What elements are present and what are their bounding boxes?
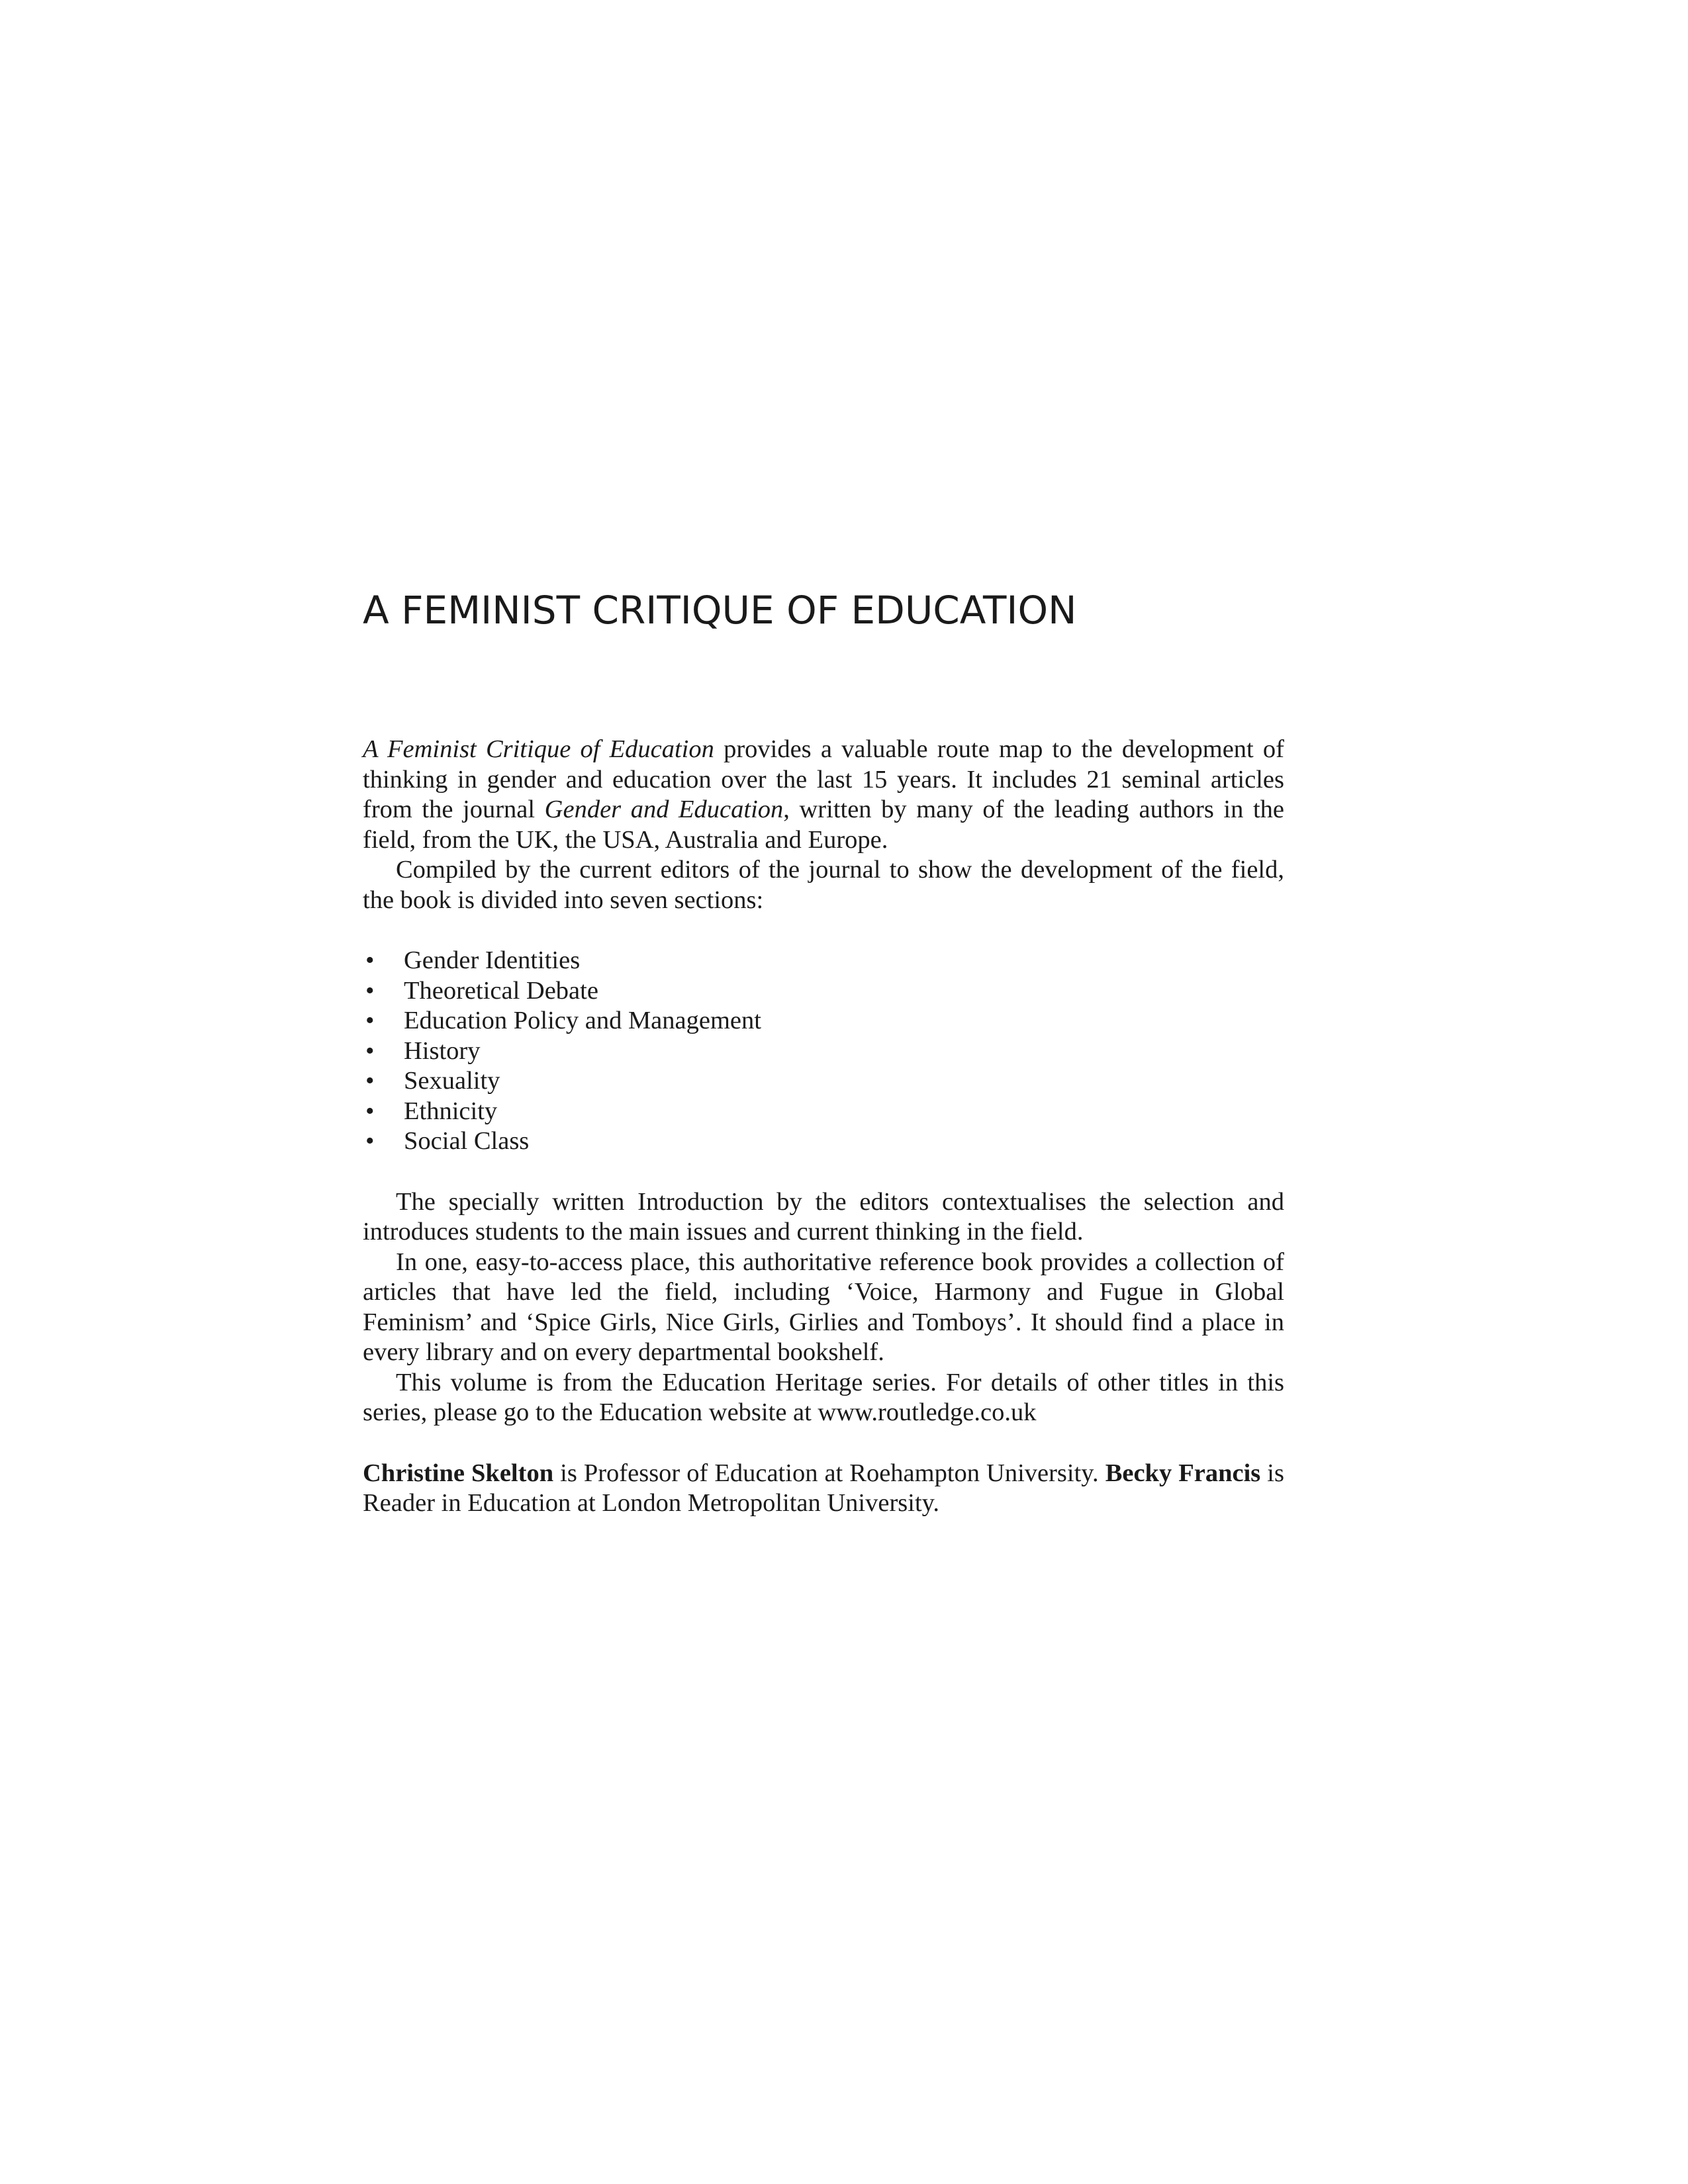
page-title: A FEMINIST CRITIQUE OF EDUCATION [363, 588, 1077, 633]
section-label: Ethnicity [404, 1097, 498, 1125]
bullet-icon: • [365, 1036, 375, 1065]
bullet-icon: • [365, 946, 375, 974]
author-name-1: Christine Skelton [363, 1459, 554, 1487]
section-label: Theoretical Debate [404, 976, 598, 1005]
compiled-paragraph: Compiled by the current editors of the journal to show the development of the field, the book is divided into seven sections: [363, 856, 1284, 914]
section-label: History [404, 1036, 481, 1065]
introduction-paragraph: The specially written Introduction by the editors contextualises the selection and introduces students to the main issues and current thinking in the field. [363, 1187, 1284, 1246]
bullet-icon: • [365, 1067, 375, 1095]
list-item [363, 1066, 1284, 1097]
list-item [363, 976, 1284, 1007]
section-label: Sexuality [404, 1067, 500, 1095]
bullet-icon: • [365, 1097, 375, 1125]
series-paragraph: This volume is from the Education Heritage series. For details of other titles in this series, please go to the Education website at www.routledge.co.uk [363, 1368, 1284, 1426]
bio-text-1: is Professor of Education at Roehampton University. [553, 1459, 1105, 1487]
bullet-icon: • [365, 976, 375, 1005]
section-label: Education Policy and Management [404, 1007, 761, 1034]
journal-title-italic: Gender and Education [544, 796, 784, 823]
reference-paragraph: In one, easy-to-access place, this authoritative reference book provides a collection of articles that have led the field, including ‘Voice, Harmony and Fugue in Global Feminism’ and ‘Spice Girls, Nice Girls, Girlies and Tomboys’. It should find a place in every library and on every departmental bookshelf. [363, 1248, 1284, 1366]
blurb-body [363, 735, 1284, 1519]
book-title-italic: A Feminist Critique of Education [363, 735, 714, 763]
sections-list [363, 946, 1284, 1157]
section-label: Social Class [404, 1127, 530, 1155]
list-item [363, 1006, 1284, 1036]
bullet-icon: • [365, 1007, 375, 1034]
intro-text-1: provides a valuable route map to the development of thinking in gender and education over the last 15 years. It includes 21 seminal articles from the journal [363, 735, 1284, 823]
intro-paragraph [363, 735, 1284, 855]
bullet-icon: • [365, 1127, 375, 1155]
author-bio [363, 1459, 1284, 1519]
section-label: Gender Identities [404, 946, 581, 974]
list-item [363, 1126, 1284, 1157]
intro-text-2: , written by many of the leading authors in the field, from the UK, the USA, Australia and Europe. [363, 796, 1284, 854]
list-item [363, 1036, 1284, 1067]
list-item [363, 946, 1284, 976]
list-item [363, 1097, 1284, 1127]
bio-text-2: is Reader in Education at London Metropolitan University. [363, 1459, 1284, 1517]
author-name-2: Becky Francis [1105, 1459, 1261, 1487]
